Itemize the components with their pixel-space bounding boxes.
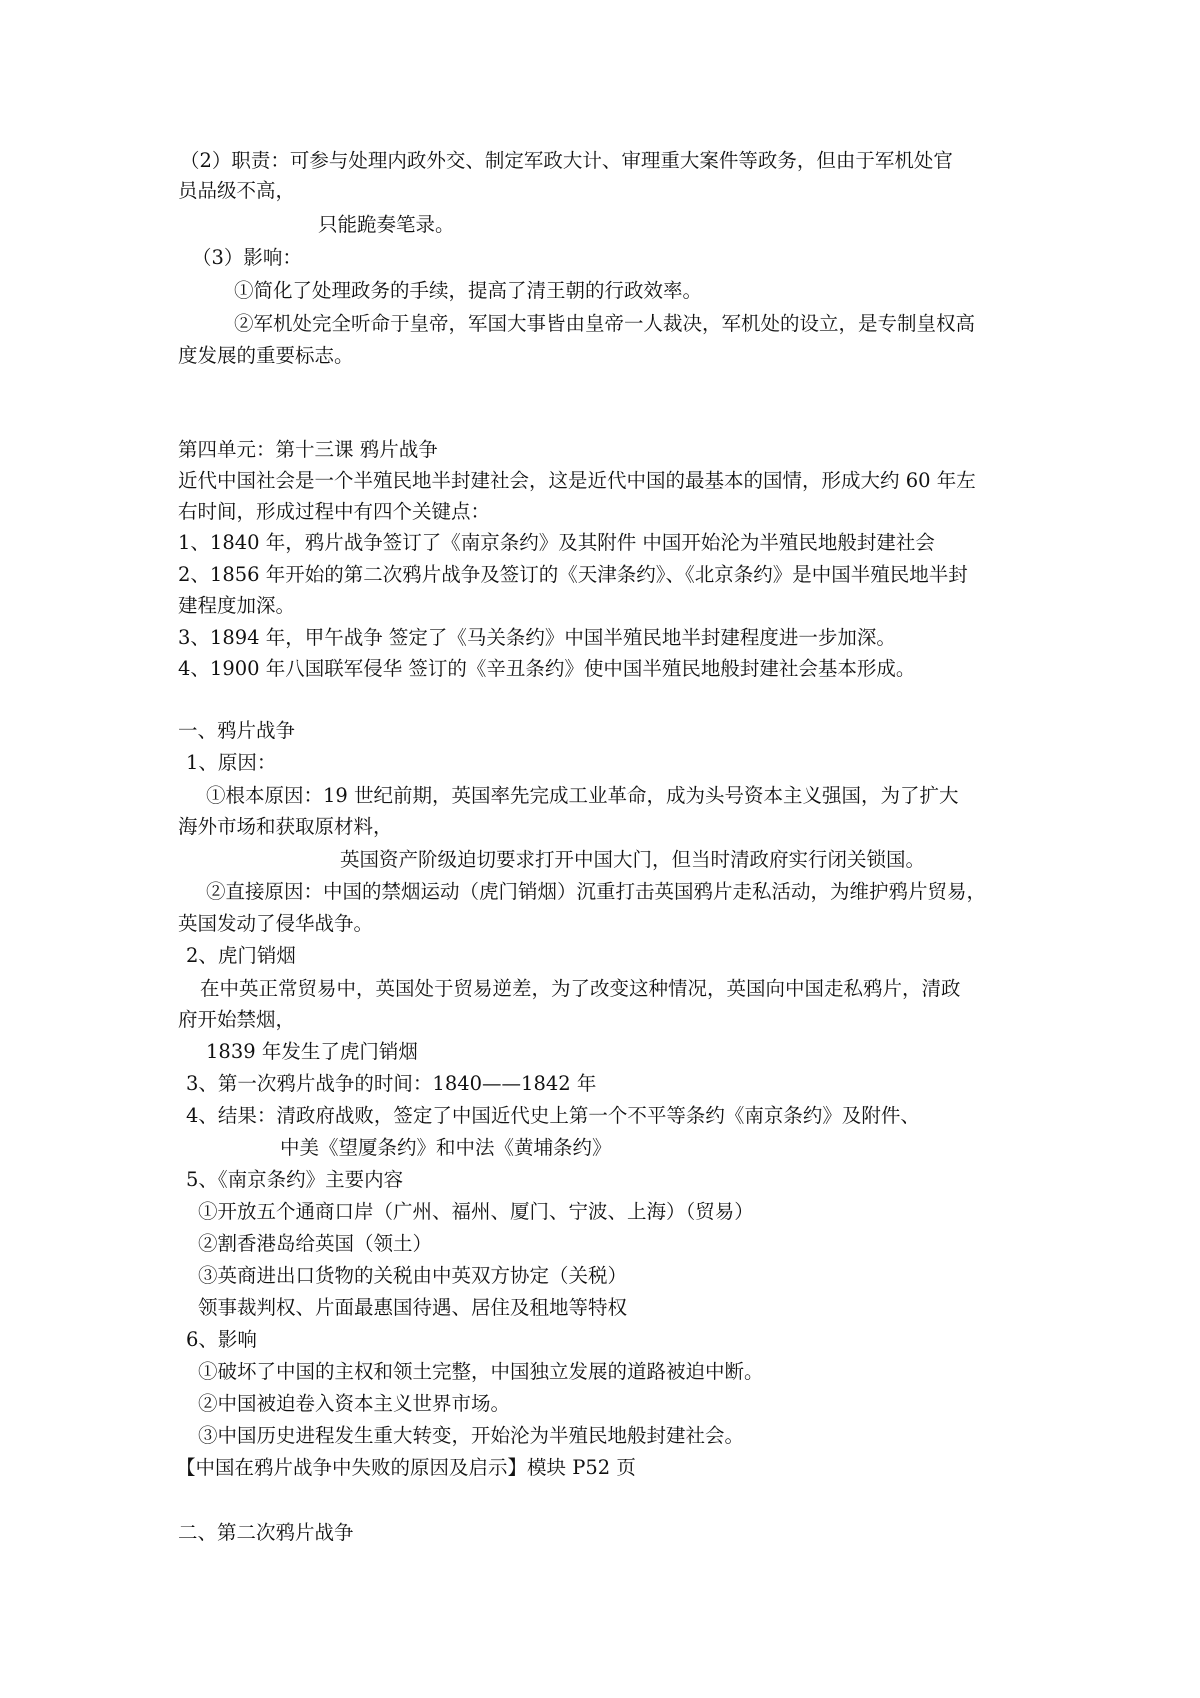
- direct-cause-line-2: 英国发动了侵华战争。: [178, 912, 374, 935]
- influence-item-2-line-1: ②军机处完全听命于皇帝，军国大事皆由皇帝一人裁决，军机处的设立，是专制皇权高: [234, 312, 976, 335]
- section-1-heading: 一、鸦片战争: [178, 719, 296, 742]
- key-point-1: 1、1840 年，鸦片战争签订了《南京条约》及其附件 中国开始沦为半殖民地般封建社会: [178, 531, 935, 554]
- influence-item-2-line-2: 度发展的重要标志。: [178, 344, 354, 367]
- impact-item-3: ③中国历史进程发生重大转变，开始沦为半殖民地般封建社会。: [198, 1424, 745, 1447]
- humen-line-1: 在中英正常贸易中，英国处于贸易逆差，为了改变这种情况，英国向中国走私鸦片，清政: [200, 977, 961, 1000]
- key-point-3: 3、1894 年，甲午战争 签定了《马关条约》中国半殖民地半封建程度进一步加深。: [178, 626, 896, 649]
- key-point-4: 4、1900 年八国联军侵华 签订的《辛丑条约》使中国半殖民地般封建社会基本形成。: [178, 657, 916, 680]
- lesson-intro-line-1: 近代中国社会是一个半殖民地半封建社会，这是近代中国的最基本的国情，形成大约 60 年左: [178, 469, 976, 492]
- lesson-intro-line-2: 右时间，形成过程中有四个关键点：: [178, 500, 491, 523]
- influence-title: （3）影响：: [192, 246, 302, 269]
- lesson-title: 第四单元：第十三课 鸦片战争: [178, 438, 438, 461]
- section-2-heading: 二、第二次鸦片战争: [178, 1521, 354, 1544]
- root-cause-line-3: 英国资产阶级迫切要求打开中国大门，但当时清政府实行闭关锁国。: [340, 848, 926, 871]
- humen-line-3: 1839 年发生了虎门销烟: [206, 1040, 418, 1063]
- reference-note: 【中国在鸦片战争中失败的原因及启示】模块 P52 页: [176, 1456, 636, 1479]
- result-line-1: 4、结果：清政府战败，签定了中国近代史上第一个不平等条约《南京条约》及附件、: [186, 1104, 920, 1127]
- direct-cause-line-1: ②直接原因：中国的禁烟运动（虎门销烟）沉重打击英国鸦片走私活动，为维护鸦片贸易，: [206, 880, 987, 903]
- root-cause-line-1: ①根本原因：19 世纪前期，英国率先完成工业革命，成为头号资本主义强国，为了扩大: [206, 784, 959, 807]
- impact-title: 6、影响: [186, 1328, 257, 1351]
- root-cause-line-2: 海外市场和获取原材料，: [178, 815, 393, 838]
- treaty-item-1: ①开放五个通商口岸（广州、福州、厦门、宁波、上海）（贸易）: [198, 1200, 754, 1223]
- war-time: 3、第一次鸦片战争的时间：1840——1842 年: [186, 1072, 597, 1095]
- key-point-2-line-1: 2、1856 年开始的第二次鸦片战争及签订的《天津条约》、《北京条约》是中国半殖民地半封: [178, 563, 968, 586]
- duty-line-1: （2）职责：可参与处理内政外交、制定军政大计、审理重大案件等政务，但由于军机处官: [180, 149, 953, 172]
- influence-item-1: ①简化了处理政务的手续，提高了清王朝的行政效率。: [234, 279, 703, 302]
- humen-line-2: 府开始禁烟，: [178, 1008, 296, 1031]
- humen-title: 2、虎门销烟: [186, 944, 296, 967]
- impact-item-1: ①破坏了中国的主权和领土完整，中国独立发展的道路被迫中断。: [198, 1360, 764, 1383]
- cause-title: 1、原因：: [186, 751, 277, 774]
- impact-item-2: ②中国被迫卷入资本主义世界市场。: [198, 1392, 511, 1415]
- treaty-title: 5、《南京条约》主要内容: [186, 1168, 404, 1191]
- key-point-2-line-2: 建程度加深。: [178, 594, 296, 617]
- treaty-item-3: ③英商进出口货物的关税由中英双方协定（关税）: [198, 1264, 628, 1287]
- duty-line-3: 只能跪奏笔录。: [318, 213, 455, 236]
- result-line-2: 中美《望厦条约》和中法《黄埔条约》: [280, 1136, 612, 1159]
- duty-line-2: 员品级不高，: [178, 179, 296, 202]
- treaty-item-2: ②割香港岛给英国（领土）: [198, 1232, 433, 1255]
- treaty-item-4: 领事裁判权、片面最惠国待遇、居住及租地等特权: [198, 1296, 628, 1319]
